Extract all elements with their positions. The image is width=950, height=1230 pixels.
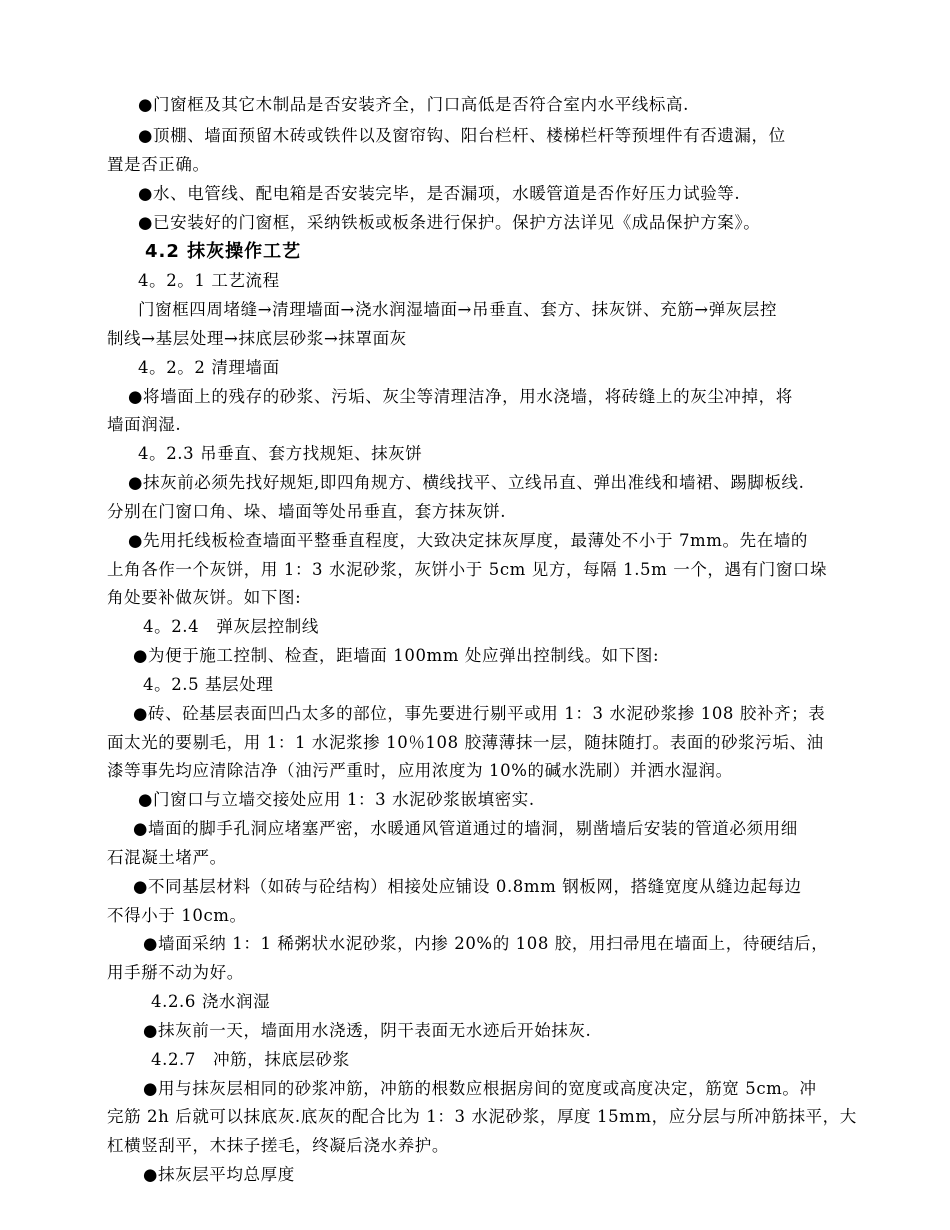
subsection-heading: 4.2.7 冲筋，抹底层砂浆 [151,1050,350,1069]
text-line: ●不同基层材料（如砖与砼结构）相接处应铺设 0.8mm 钢板网，搭缝宽度从缝边起每边 [133,877,802,896]
text-line: ●砖、砼基层表面凹凸太多的部位，事先要进行剔平或用 1：3 水泥砂浆掺 108 胶补齐；表 [133,704,826,723]
text-line: ●墙面采纳 1：1 稀粥状水泥砂浆，内掺 20%的 108 胶，用扫帚甩在墙面上，待硬结后， [143,934,829,953]
subsection-heading: 4。2.3 吊垂直、套方找规矩、抹灰饼 [138,444,423,463]
subsection-heading: 4。2.5 基层处理 [143,675,274,694]
text-line: 面太光的要剔毛，用 1：1 水泥浆掺 10％108 胶薄薄抹一层，随抹随打。表面的砂浆污垢、油 [107,733,824,752]
text-line: ●将墙面上的残存的砂浆、污垢、灰尘等清理洁净，用水浇墙，将砖缝上的灰尘冲掉，将 [128,387,793,406]
text-line: 杠横竖刮平，木抹子搓毛，终凝后浇水养护。 [107,1136,449,1155]
text-line: 完筋 2h 后就可以抹底灰.底灰的配合比为 1：3 水泥砂浆，厚度 15mm，应分层与所冲筋抹平，大 [107,1107,857,1126]
text-line: ●门窗框及其它木制品是否安装齐全，门口高低是否符合室内水平线标高. [138,95,689,114]
text-line: ●顶棚、墙面预留木砖或铁件以及窗帘钩、阳台栏杆、楼梯栏杆等预埋件有否遗漏，位 [138,126,786,145]
text-line: ●已安装好的门窗框，采纳铁板或板条进行保护。保护方法详见《成品保护方案》。 [138,213,761,232]
section-heading: 4.2 抹灰操作工艺 [145,241,302,262]
text-line: ●墙面的脚手孔洞应堵塞严密，水暖通风管道通过的墙洞，剔凿墙后安装的管道必须用细 [133,819,798,838]
subsection-heading: 4。2。1 工艺流程 [138,271,280,290]
text-line: ●抹灰前一天，墙面用水浇透，阴干表面无水迹后开始抹灰. [143,1021,592,1040]
text-line: ●抹灰层平均总厚度 [143,1165,295,1184]
subsection-heading: 4。2。2 清理墙面 [138,358,280,377]
text-line: ●用与抹灰层相同的砂浆冲筋，冲筋的根数应根据房间的宽度或高度决定，筋宽 5cm。冲 [143,1079,817,1098]
text-line: 制线→基层处理→抹底层砂浆→抹罩面灰 [107,329,407,348]
text-line: ●门窗口与立墙交接处应用 1：3 水泥砂浆嵌填密实. [138,790,535,809]
subsection-heading: 4。2.4 弹灰层控制线 [143,617,319,636]
text-line: ●抹灰前必须先找好规矩,即四角规方、横线找平、立线吊直、弹出准线和墙裙、踢脚板线. [128,473,805,492]
text-line: 上角各作一个灰饼，用 1：3 水泥砂浆，灰饼小于 5cm 见方，每隔 1.5m 一个，遇有门窗口垛 [107,560,828,579]
text-line: 漆等事先均应清除洁净（油污严重时，应用浓度为 10%的碱水洗刷）并洒水湿润。 [107,761,733,780]
subsection-heading: 4.2.6 浇水润湿 [151,992,271,1011]
text-line: 角处要补做灰饼。如下图: [107,588,302,607]
text-line: 用手掰不动为好。 [107,963,244,982]
text-line: 石混凝土堵严。 [107,848,227,867]
text-line: 置是否正确。 [107,155,210,174]
text-line: ●先用托线板检查墙面平整垂直程度，大致决定抹灰厚度，最薄处不小于 7mm。先在墙的 [128,531,809,550]
text-line: 不得小于 10cm。 [107,906,247,925]
text-line: 墙面润湿. [107,415,182,434]
text-line: ●为便于施工控制、检查，距墙面 100mm 处应弹出控制线。如下图: [133,646,660,665]
text-line: 分别在门窗口角、垛、墙面等处吊垂直，套方抹灰饼. [107,502,507,521]
text-line: ●水、电管线、配电箱是否安装完毕，是否漏项，水暖管道是否作好压力试验等. [138,184,741,203]
text-line: 门窗框四周堵缝→清理墙面→浇水润湿墙面→吊垂直、套方、抹灰饼、充筋→弹灰层控 [138,300,778,319]
